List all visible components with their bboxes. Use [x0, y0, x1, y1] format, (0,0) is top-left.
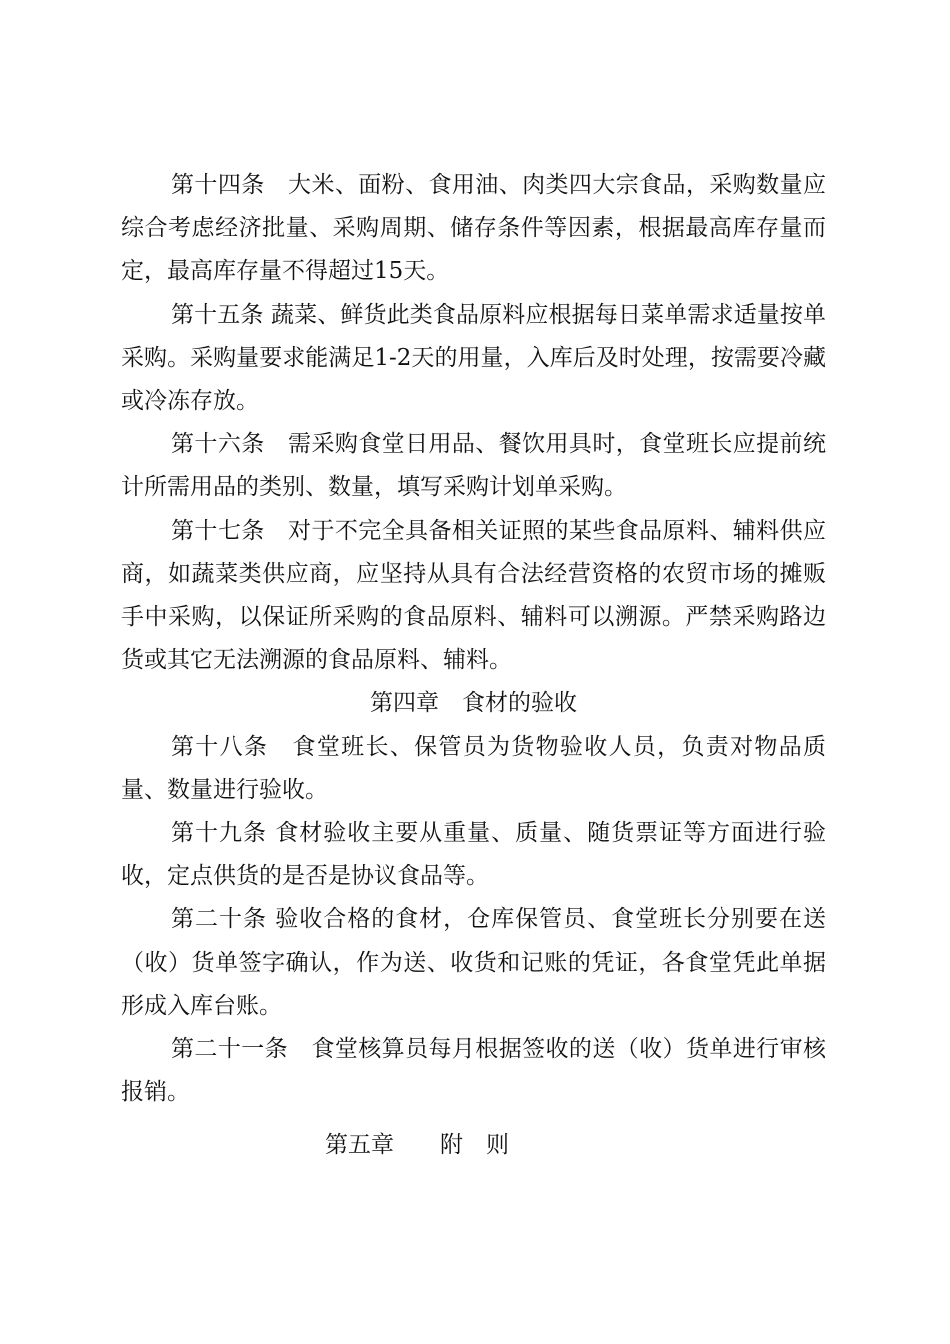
article-18: 第十八条 食堂班长、保管员为货物验收人员，负责对物品质量、数量进行验收。: [121, 733, 826, 803]
article-15: 第十五条 蔬菜、鲜货此类食品原料应根据每日菜单需求适量按单采购。采购量要求能满足1-2天的用量，入库后及时处理，按需要冷藏或冷冻存放。: [121, 301, 826, 415]
article-17: 第十七条 对于不完全具备相关证照的某些食品原料、辅料供应商，如蔬菜类供应商，应坚持从具有合法经营资格的农贸市场的摊贩手中采购，以保证所采购的食品原料、辅料可以溯源。严禁采购路边货或其它无法溯源的食品原料、辅料。: [121, 517, 826, 674]
article-21: 第二十一条 食堂核算员每月根据签收的送（收）货单进行审核报销。: [121, 1036, 826, 1106]
article-19: 第十九条 食材验收主要从重量、质量、随货票证等方面进行验收，定点供货的是否是协议食品等。: [121, 820, 826, 890]
article-14: 第十四条 大米、面粉、食用油、肉类四大宗食品，采购数量应综合考虑经济批量、采购周期、储存条件等因素，根据最高库存量而定，最高库存量不得超过15天。: [121, 172, 826, 285]
chapter-5-title: 第五章 附 则: [325, 1132, 509, 1159]
article-16: 第十六条 需采购食堂日用品、餐饮用具时，食堂班长应提前统计所需用品的类别、数量，填写采购计划单采购。: [121, 431, 826, 501]
document-body: [121, 164, 826, 1168]
chapter-4-title: 第四章 食材的验收: [370, 690, 577, 717]
article-20: 第二十条 验收合格的食材，仓库保管员、食堂班长分别要在送（收）货单签字确认，作为送、收货和记账的凭证，各食堂凭此单据形成入库台账。: [121, 906, 826, 1019]
